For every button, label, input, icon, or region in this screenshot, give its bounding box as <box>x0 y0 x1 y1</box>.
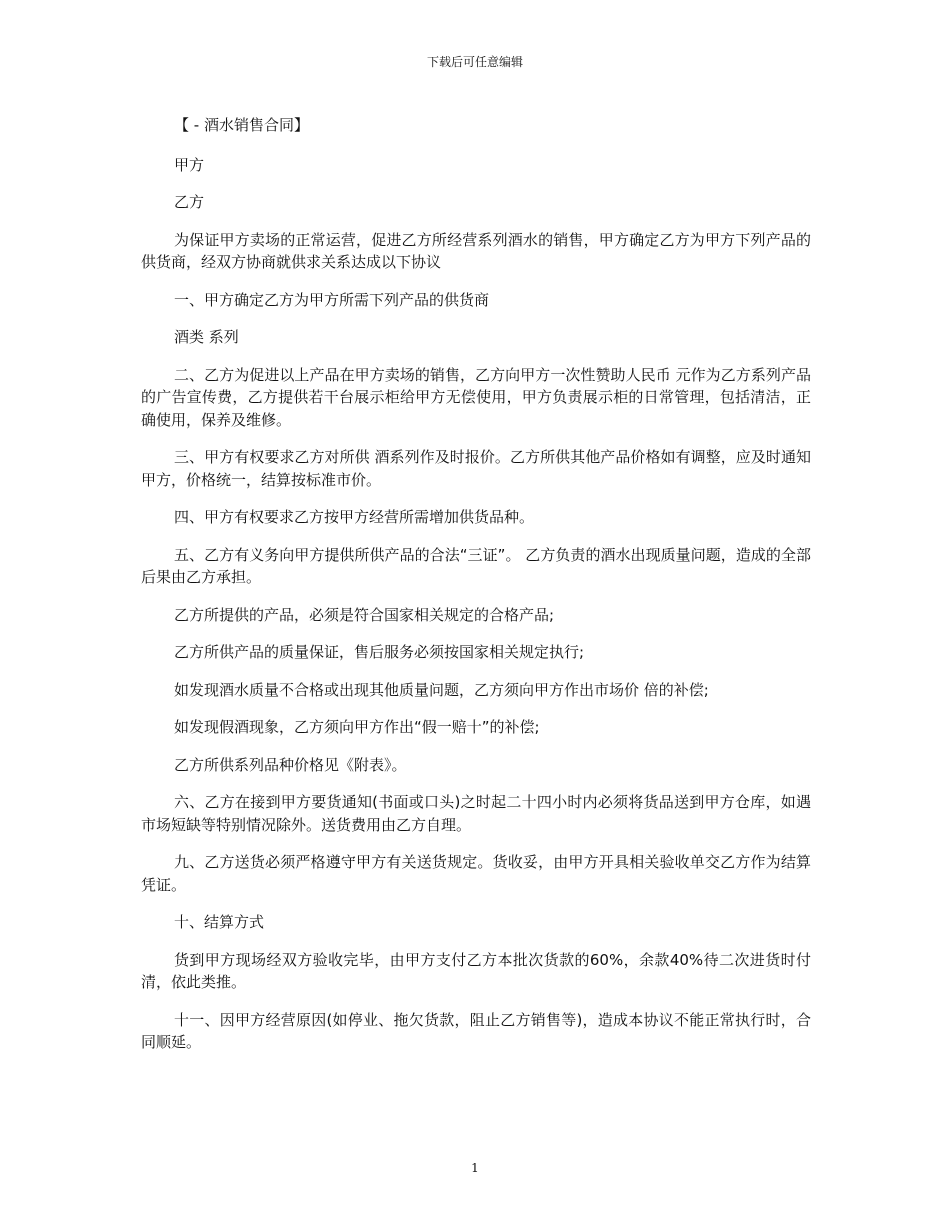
clause-5: 五、乙方有义务向甲方提供所供产品的合法“三证”。 乙方负责的酒水出现质量问题，造成的全部后果由乙方承担。 <box>141 545 811 586</box>
clause-9: 九、乙方送货必须严格遵守甲方有关送货规定。货收妥，由甲方开具相关验收单交乙方作为结算凭证。 <box>141 853 811 894</box>
preamble-paragraph: 为保证甲方卖场的正常运营，促进乙方所经营系列酒水的销售，甲方确定乙方为甲方下列产品的供货商，经双方协商就供求关系达成以下协议 <box>141 230 811 271</box>
clause-6: 六、乙方在接到甲方要货通知(书面或口头)之时起二十四小时内必须将货品送到甲方仓库，如遇市场短缺等特别情况除外。送货费用由乙方自理。 <box>141 793 811 834</box>
party-a-line: 甲方 <box>174 155 205 174</box>
document-body <box>141 114 811 1069</box>
clause-10-body: 货到甲方现场经双方验收完毕，由甲方支付乙方本批次货款的60%，余款40%待二次进货时付清，依此类推。 <box>141 950 811 991</box>
clause-11: 十一、因甲方经营原因(如停业、拖欠货款，阻止乙方销售等)，造成本协议不能正常执行时，合同顺延。 <box>141 1010 811 1051</box>
page-header: 下载后可任意编辑 <box>426 55 523 69</box>
clause-1: 一、甲方确定乙方为甲方所需下列产品的供货商 <box>174 290 490 309</box>
clause-5-item-1: 乙方所提供的产品，必须是符合国家相关规定的合格产品; <box>174 605 555 624</box>
page-number: 1 <box>471 1161 479 1175</box>
clause-5-item-2: 乙方所供产品的质量保证，售后服务必须按国家相关规定执行; <box>174 643 585 661</box>
clause-5-item-4: 如发现假酒现象，乙方须向甲方作出“假一赔十”的补偿; <box>174 718 540 736</box>
clause-3: 三、甲方有权要求乙方对所供 酒系列作及时报价。乙方所供其他产品价格如有调整，应及时通知甲方，价格统一，结算按标准市价。 <box>141 448 811 489</box>
clause-10-heading: 十、结算方式 <box>174 913 265 931</box>
contract-title: 【 - 酒水销售合同】 <box>174 116 309 134</box>
clause-2: 二、乙方为促进以上产品在甲方卖场的销售，乙方向甲方一次性赞助人民币 元作为乙方系列产品的广告宣传费，乙方提供若干台展示柜给甲方无偿使用，甲方负责展示柜的日常管理，包括清洁，正确使用，保养及维修。 <box>141 365 811 429</box>
clause-4: 四、甲方有权要求乙方按甲方经营所需增加供货品种。 <box>174 508 535 526</box>
clause-5-item-3: 如发现酒水质量不合格或出现其他质量问题，乙方须向甲方作出市场价 倍的补偿; <box>174 680 709 699</box>
product-line: 酒类 系列 <box>174 328 239 346</box>
clause-5-item-5: 乙方所供系列品种价格见《附表》。 <box>174 755 407 774</box>
party-b-line: 乙方 <box>174 193 205 211</box>
